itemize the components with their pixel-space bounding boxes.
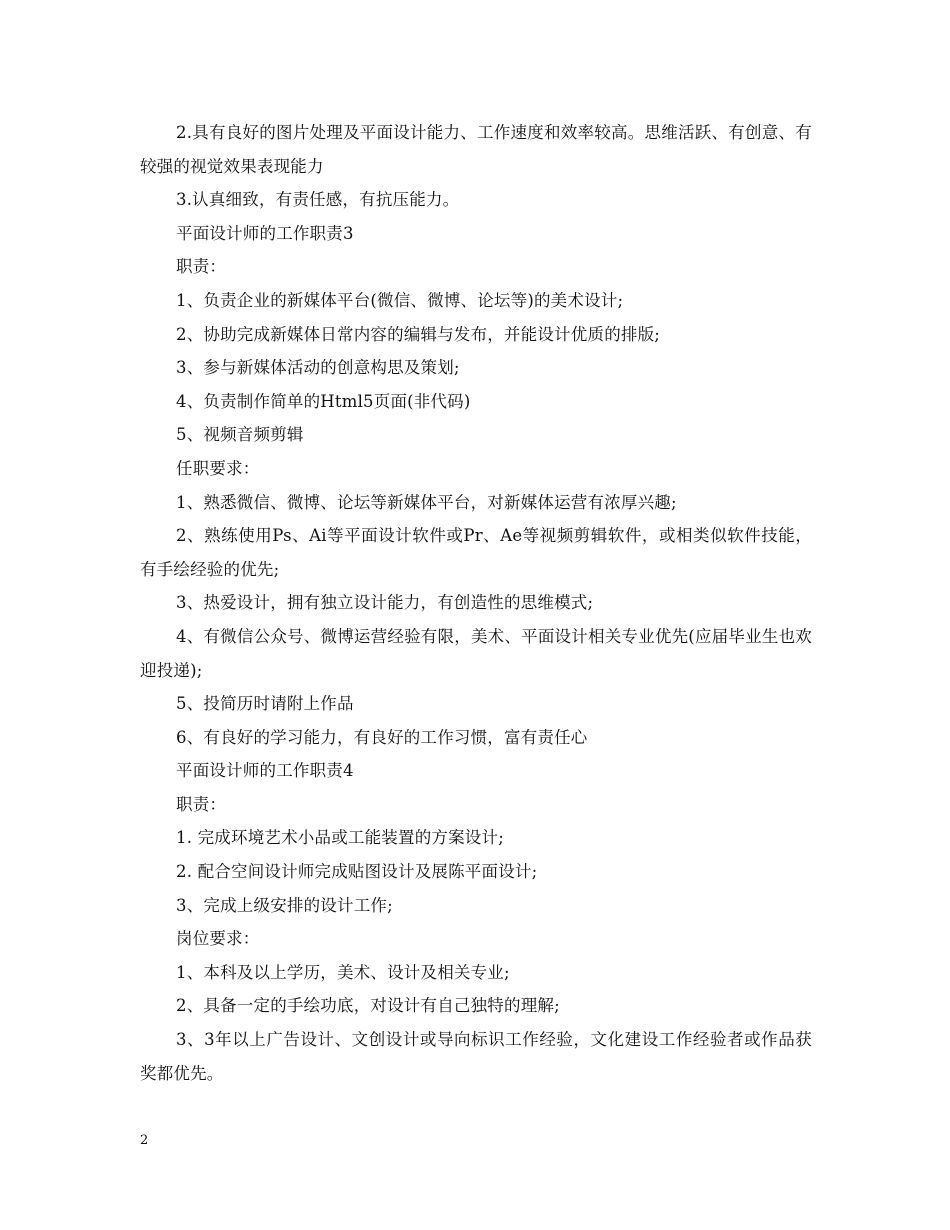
requirement-item-3-3: 3、热爱设计，拥有独立设计能力，有创造性的思维模式; [176,593,594,613]
requirement-item-3-5: 5、投简历时请附上作品 [176,694,354,714]
page-number: 2 [140,1133,149,1148]
requirement-item-3-4: 4、有微信公众号、微博运营经验有限，美术、平面设计相关专业优先(应届毕业生也欢迎投递); [140,626,812,680]
requirement-item-3-2: 2、熟练使用Ps、Ai等平面设计软件或Pr、Ae等视频剪辑软件，或相类似软件技能，有手绘经验的优先; [140,526,812,579]
duty-item-3-5: 5、视频音频剪辑 [176,425,304,445]
duty-item-3-3: 3、参与新媒体活动的创意构思及策划; [176,358,460,378]
paragraph-skill-2: 2.具有良好的图片处理及平面设计能力、工作速度和效率较高。思维活跃、有创意、有较强的视觉效果表现能力 [140,123,812,176]
duty-item-4-3: 3、完成上级安排的设计工作; [176,895,393,915]
section-heading-3: 平面设计师的工作职责3 [176,223,354,243]
duties-label-3: 职责： [176,257,227,277]
document-body [140,116,812,1090]
section-heading-4: 平面设计师的工作职责4 [176,761,354,781]
requirements-label-3: 任职要求： [176,458,260,478]
duty-item-3-2: 2、协助完成新媒体日常内容的编辑与发布，并能设计优质的排版; [176,324,661,344]
requirement-item-3-6: 6、有良好的学习能力，有良好的工作习惯，富有责任心 [176,727,588,747]
duty-item-4-2: 2. 配合空间设计师完成贴图设计及展陈平面设计; [176,862,538,882]
requirement-item-4-1: 1、本科及以上学历，美术、设计及相关专业; [176,962,510,982]
requirement-item-4-3: 3、3年以上广告设计、文创设计或导向标识工作经验，文化建设工作经验者或作品获奖都优先。 [140,1030,812,1083]
duty-item-4-1: 1. 完成环境艺术小品或工能装置的方案设计; [176,828,504,848]
requirement-item-4-2: 2、具备一定的手绘功底，对设计有自己独特的理解; [176,996,560,1016]
requirements-label-4: 岗位要求： [176,929,260,949]
duties-label-4: 职责： [176,794,227,814]
requirement-item-3-1: 1、熟悉微信、微博、论坛等新媒体平台，对新媒体运营有浓厚兴趣; [176,492,677,512]
duty-item-3-1: 1、负责企业的新媒体平台(微信、微博、论坛等)的美术设计; [176,290,624,310]
paragraph-skill-3: 3.认真细致，有责任感，有抗压能力。 [176,190,460,210]
duty-item-3-4: 4、负责制作简单的Html5页面(非代码) [176,391,471,411]
